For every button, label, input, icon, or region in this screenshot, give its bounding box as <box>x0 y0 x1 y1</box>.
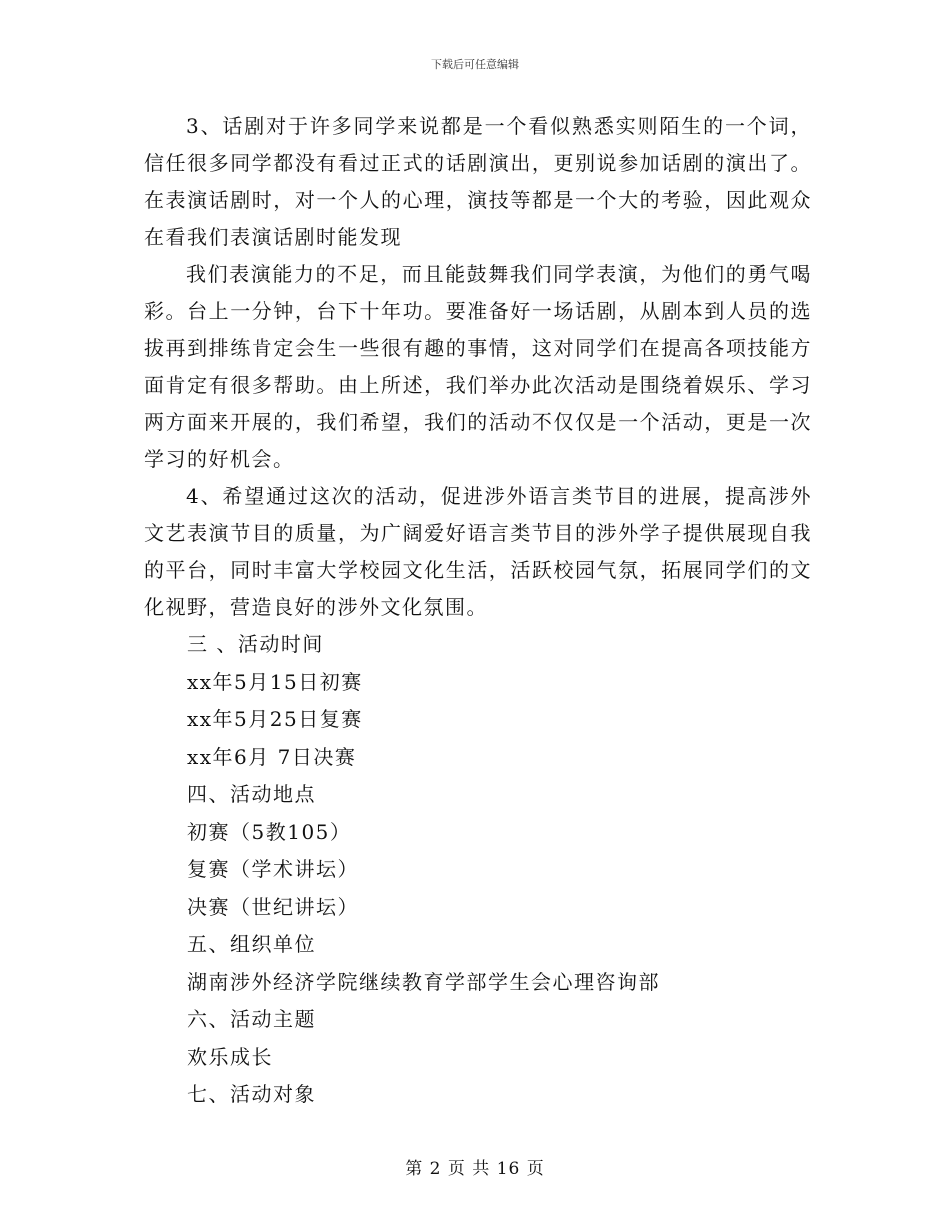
time-item-final: xx年6月 7日决赛 <box>187 744 357 769</box>
section-heading-time: 三 、活动时间 <box>187 632 324 656</box>
section-heading-target: 七、活动对象 <box>187 1082 316 1106</box>
place-item-final: 决赛（世纪讲坛） <box>187 894 359 919</box>
section-heading-organizer: 五、组织单位 <box>187 932 316 956</box>
page-number-footer: 第 2 页 共 16 页 <box>405 1159 545 1179</box>
paragraph-drama-intro: 3、话剧对于许多同学来说都是一个看似熟悉实则陌生的一个词，信任很多同学都没有看过正式的话剧演出，更别说参加话剧的演出了。在表演话剧时，对一个人的心理，演技等都是一个大的考验，因此观众在看我们表演话剧时能发现 <box>144 114 812 249</box>
section-heading-place: 四、活动地点 <box>187 782 316 806</box>
place-item-semifinal: 复赛（学术讲坛） <box>187 857 359 881</box>
page-header-note: 下载后可任意编辑 <box>431 58 519 71</box>
paragraph-drama-benefits: 我们表演能力的不足，而且能鼓舞我们同学表演，为他们的勇气喝彩。台上一分钟，台下十年功。要准备好一场话剧，从剧本到人员的选拔再到排练肯定会生一些很有趣的事情，这对同学们在提高各项技能方面肯定有很多帮助。由上所述，我们举办此次活动是围绕着娱乐、学习两方面来开展的，我们希望，我们的活动不仅仅是一个活动，更是一次学习的好机会。 <box>144 262 812 471</box>
document-body <box>144 108 812 1114</box>
section-heading-theme: 六、活动主题 <box>187 1007 316 1031</box>
time-item-preliminary: xx年5月15日初赛 <box>187 669 363 694</box>
place-item-preliminary: 初赛（5教105） <box>187 819 352 844</box>
time-item-semifinal: xx年5月25日复赛 <box>187 707 363 731</box>
organizer-value: 湖南涉外经济学院继续教育学部学生会心理咨询部 <box>187 969 660 994</box>
paragraph-activity-goals: 4、希望通过这次的活动，促进涉外语言类节目的进展，提高涉外文艺表演节目的质量，为广阔爱好语言类节目的涉外学子提供展现自我的平台，同时丰富大学校园文化生活，活跃校园气氛，拓展同学们的文化视野，营造良好的涉外文化氛围。 <box>144 484 812 619</box>
theme-value: 欢乐成长 <box>187 1044 273 1069</box>
